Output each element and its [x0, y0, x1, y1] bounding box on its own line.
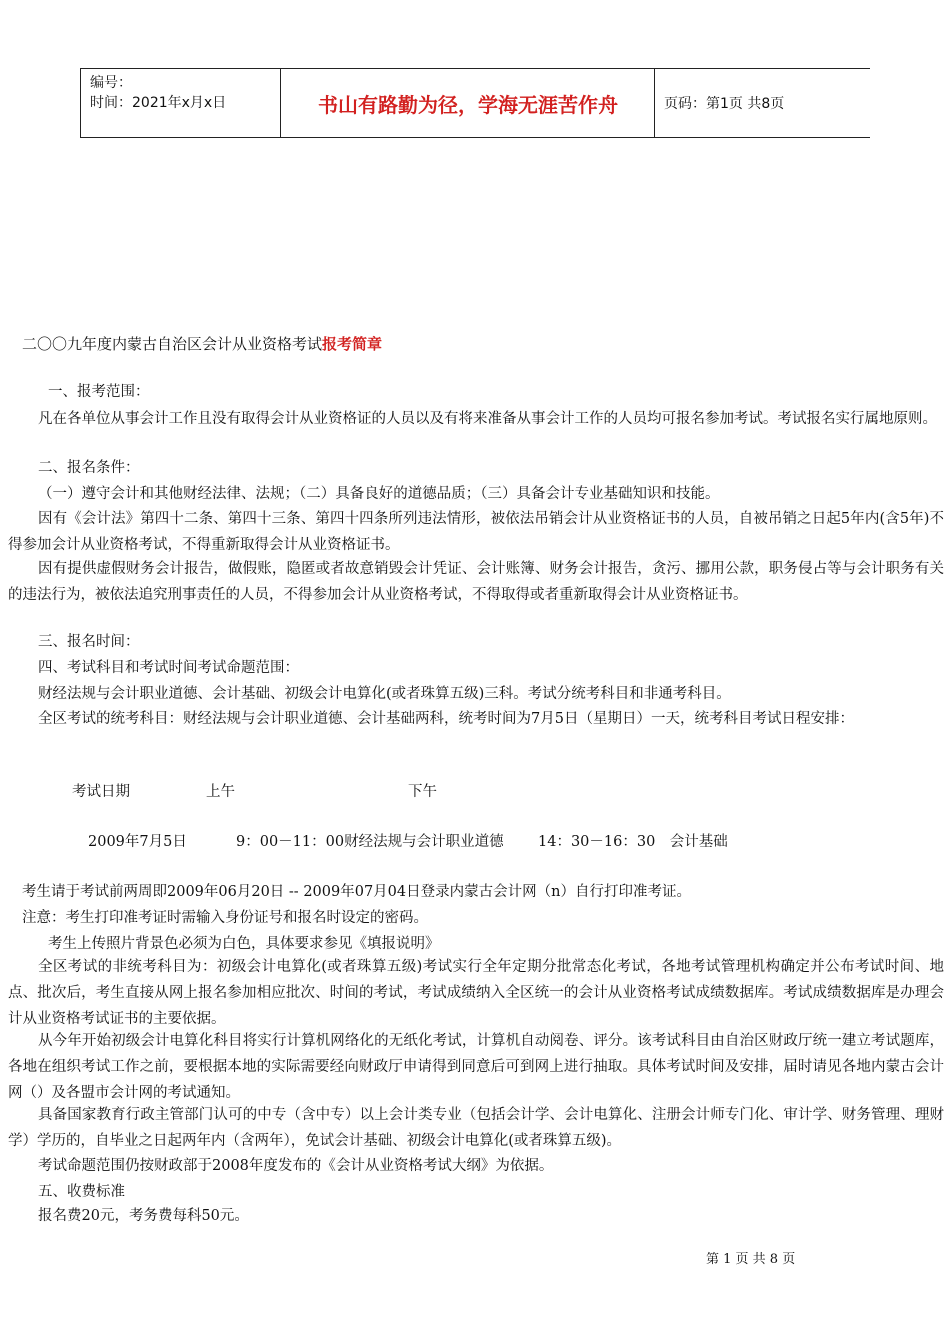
section-4-para-2: 全区考试的统考科目：财经法规与会计职业道德、会计基础两科，统考时间为7月5日（星期日）一天，统考科目考试日程安排：: [38, 711, 854, 727]
section-4-para-7: 从今年开始初级会计电算化科目将实行计算机网络化的无纸化考试，计算机自动阅卷、评分。该考试科目由自治区财政厅统一建立考试题库，各地在组织考试工作之前，要根据本地的实际需要经向财政厅申请得到同意后可到网上进行抽取。具体考试时间及安排，届时请见各地内蒙古会计网（）及各盟市会计网的考试通知。: [8, 1033, 944, 1101]
section-3-heading: 三、报名时间：: [38, 634, 140, 650]
section-4-para-8: 具备国家教育行政主管部门认可的中专（含中专）以上会计类专业（包括会计学、会计电算化、注册会计师专门化、审计学、财务管理、理财学）学历的，自毕业之日起两年内（含两年），免试会计基础、初级会计电算化(或者珠算五级)。: [8, 1107, 944, 1149]
doc-title-plain: 二〇〇九年度内蒙古自治区会计从业资格考试: [22, 335, 323, 353]
schedule-col-pm: 下午: [408, 784, 437, 800]
header-meta: [90, 73, 226, 113]
section-1-heading: 一、报考范围：: [48, 384, 150, 400]
section-2-para-1: （一）遵守会计和其他财经法律、法规；（二）具备良好的道德品质；（三）具备会计专业基础知识和技能。: [38, 486, 720, 502]
section-4-para-3: 考生请于考试前两周即2009年06月20日 -- 2009年07月04日登录内蒙古会计网（n）自行打印准考证。: [22, 884, 691, 900]
header-divider-1: [280, 69, 281, 137]
doc-title-red: 报考简章: [322, 335, 383, 353]
section-4-para-5: 考生上传照片背景色必须为白色，具体要求参见《填报说明》: [48, 936, 440, 952]
section-2-heading: 二、报名条件：: [38, 460, 140, 476]
section-5-heading: 五、收费标准: [38, 1184, 125, 1200]
motto: 书山有路勤为径，学海无涯苦作舟: [318, 92, 618, 117]
header-divider-2: [654, 69, 655, 137]
section-1-para-1: 凡在各单位从事会计工作且没有取得会计从业资格证的人员以及有将来准备从事会计工作的人员均可报名参加考试。考试报名实行属地原则。: [38, 411, 937, 427]
section-2-para-2: 因有《会计法》第四十二条、第四十三条、第四十四条所列违法情形，被依法吊销会计从业资格证书的人员，自被吊销之日起5年内(含5年)不得参加会计从业资格考试，不得重新取得会计从业资格证书。: [8, 511, 944, 553]
header-table: [80, 68, 870, 138]
page-code: 页码：第1页 共8页: [664, 96, 785, 112]
section-4-para-9: 考试命题范围仍按财政部于2008年度发布的《会计从业资格考试大纲》为依据。: [38, 1158, 554, 1174]
schedule-row-am: 9：00－11：00财经法规与会计职业道德: [236, 834, 504, 850]
section-2-para-3: 因有提供虚假财务会计报告，做假账，隐匿或者故意销毁会计凭证、会计账簿、财务会计报告，贪污、挪用公款，职务侵占等与会计职务有关的违法行为，被依法追究刑事责任的人员，不得参加会计从业资格考试，不得取得或者重新取得会计从业资格证书。: [8, 561, 944, 603]
schedule-col-am: 上午: [206, 784, 235, 800]
schedule-row-date: 2009年7月5日: [88, 834, 187, 850]
header-left-border: [80, 69, 81, 137]
schedule-col-date: 考试日期: [72, 784, 130, 800]
number-label: 编号：: [90, 75, 132, 91]
section-5-para-1: 报名费20元，考务费每科50元。: [38, 1208, 249, 1224]
doc-title: [22, 332, 382, 356]
footer-page-number: 第 1 页 共 8 页: [706, 1252, 796, 1267]
section-4-heading: 四、考试科目和考试时间考试命题范围：: [38, 660, 299, 676]
section-4-para-1: 财经法规与会计职业道德、会计基础、初级会计电算化(或者珠算五级)三科。考试分统考科目和非通考科目。: [38, 686, 731, 702]
section-4-para-4: 注意：考生打印准考证时需输入身份证号和报名时设定的密码。: [22, 910, 428, 926]
schedule-row-pm: 14：30－16：30 会计基础: [538, 834, 728, 850]
section-4-para-6: 全区考试的非统考科目为：初级会计电算化(或者珠算五级)考试实行全年定期分批常态化考试，各地考试管理机构确定并公布考试时间、地点、批次后，考生直接从网上报名参加相应批次、时间的考试，考试成绩纳入全区统一的会计从业资格考试成绩数据库。考试成绩数据库是办理会计从业资格考试证书的主要依据。: [8, 959, 944, 1027]
time-label: 时间：2021年x月x日: [90, 95, 227, 111]
